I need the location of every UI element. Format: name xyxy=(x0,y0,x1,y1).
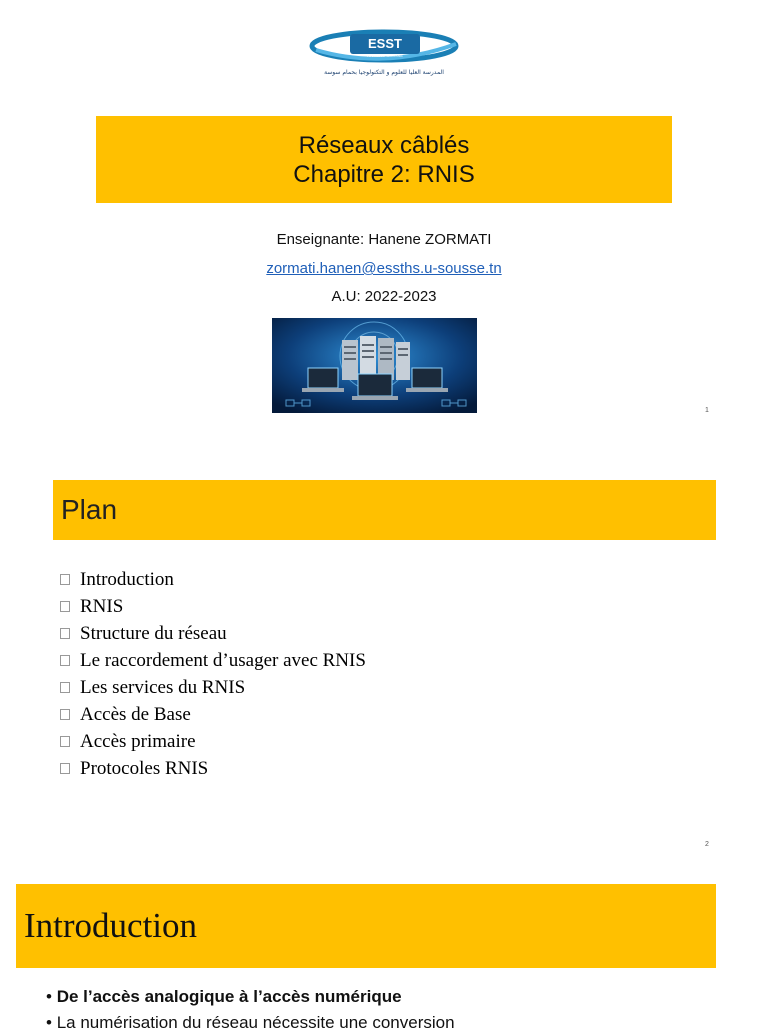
checkbox-bullet-icon xyxy=(60,763,70,774)
page-number: 1 xyxy=(705,407,709,414)
bullet-point: • La numérisation du réseau nécessite une conversion xyxy=(46,1013,455,1032)
checkbox-bullet-icon xyxy=(60,574,70,585)
list-item: Accès primaire xyxy=(60,728,366,755)
network-servers-image xyxy=(272,318,477,413)
plan-title: Plan xyxy=(61,494,118,525)
academic-year: A.U: 2022-2023 xyxy=(331,288,437,305)
esst-logo xyxy=(306,24,462,80)
svg-text:HAMMAM SOUSSE: HAMMAM SOUSSE xyxy=(366,53,404,58)
course-title: Réseaux câblés xyxy=(298,131,470,159)
checkbox-bullet-icon xyxy=(60,709,70,720)
checkbox-bullet-icon xyxy=(60,682,70,693)
plan-list xyxy=(60,566,366,782)
introduction-banner xyxy=(16,884,716,968)
title-banner xyxy=(96,116,672,203)
email-link[interactable]: zormati.hanen@essths.u-sousse.tn xyxy=(266,260,502,277)
plan-banner xyxy=(53,480,716,540)
chapter-title: Chapitre 2: RNIS xyxy=(293,160,475,188)
checkbox-bullet-icon xyxy=(60,628,70,639)
list-item: Protocoles RNIS xyxy=(60,755,366,782)
page-number: 2 xyxy=(705,841,709,848)
svg-text:ESST: ESST xyxy=(368,36,402,51)
list-item: Accès de Base xyxy=(60,701,366,728)
teacher-name: Enseignante: Hanene ZORMATI xyxy=(276,231,492,248)
list-item: RNIS xyxy=(60,593,366,620)
list-item: Structure du réseau xyxy=(60,620,366,647)
bullet-point: • De l’accès analogique à l’accès numérique xyxy=(46,987,402,1006)
checkbox-bullet-icon xyxy=(60,736,70,747)
list-item: Les services du RNIS xyxy=(60,674,366,701)
list-item: Introduction xyxy=(60,566,366,593)
list-item: Le raccordement d’usager avec RNIS xyxy=(60,647,366,674)
svg-text:المدرسة العليا للعلوم و التكنو: المدرسة العليا للعلوم و التكنولوجيا بحمام سوسة xyxy=(324,69,444,76)
checkbox-bullet-icon xyxy=(60,601,70,612)
introduction-title: Introduction xyxy=(24,906,198,945)
checkbox-bullet-icon xyxy=(60,655,70,666)
